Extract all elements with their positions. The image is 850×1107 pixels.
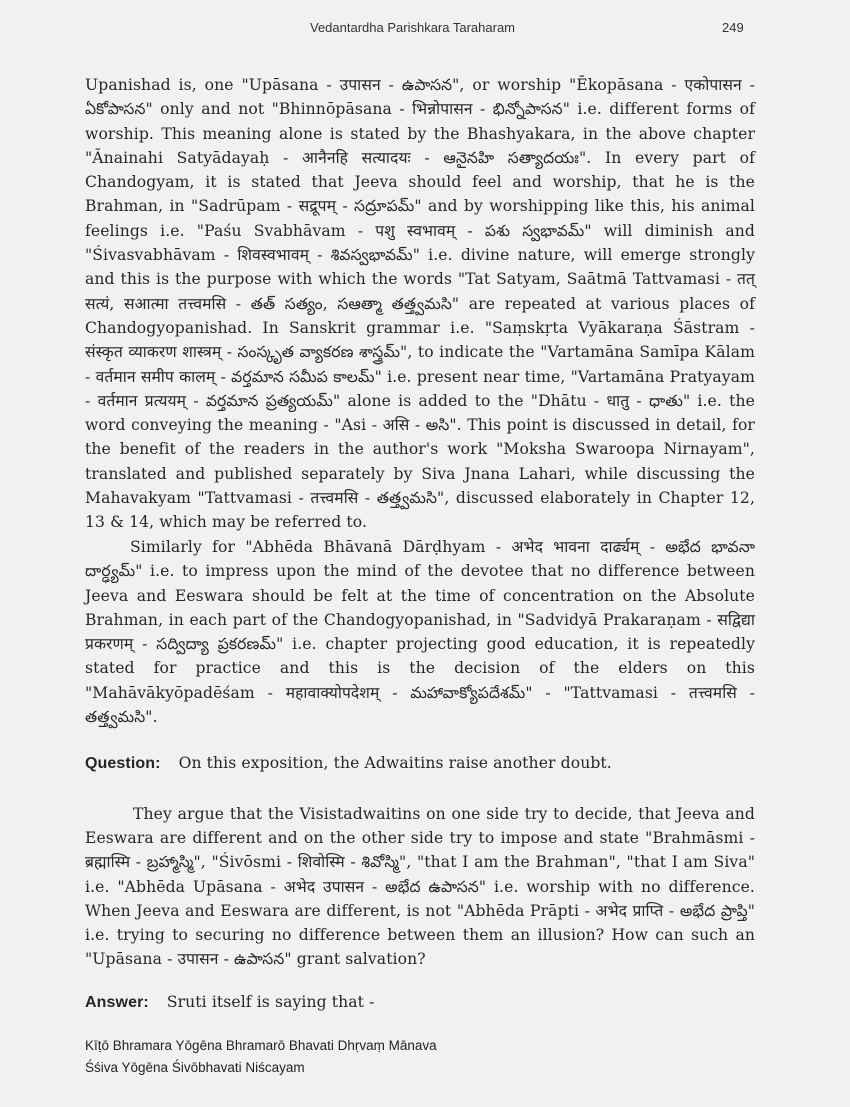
verse-line-2: Śśiva Yōgēna Śivōbhavati Niścayam <box>85 1060 305 1076</box>
question-label: Question: <box>85 755 161 773</box>
answer-paragraph <box>85 990 755 1015</box>
page-body <box>85 73 755 1079</box>
question-paragraph <box>85 751 755 776</box>
paragraph-abheda: Similarly for "Abhēda Bhāvanā Dārḍhyam - अभेद भावना दार्ढ्यम् - అభేద భావనా దార్ఢ్యమ్" i.e. to impress upon the mind of the devotee that no difference between Jeeva and Eeswara should be felt at the time of concentration on the Absolute Brahman, in each part of the Chandogyopanishad, in "Sadvidyā Prakaraṇam - सद्विद्या प्रकरणम् - సద్విద్యా ప్రకరణమ్" i.e. chapter projecting good education, it is repeatedly stated for practice and this is the decision of the elders on this "Mahāvākyōpadēśam - महावाक्योपदेशम् - మహావాక్యోపదేశమ్" - "Tattvamasi - तत्त्वमसि - తత్త్వమసి". <box>85 538 755 727</box>
paragraph-argument: They argue that the Visistadwaitins on one side try to decide, that Jeeva and Eeswara are different and on the other side try to impose and state "Brahmāsmi - ब्रह्मास्मि - బ్రహ్మాస్మి", "Śivōsmi - शिवोस्मि - శివోస్మి", "that I am the Brahman", "that I am Siva" i.e. "Abhēda Upāsana - अभेद उपासन - అభేద ఉపాసన" i.e. worship with no difference. When Jeeva and Eeswara are different, is not "Abhēda Prāpti - अभेद प्राप्ति - అభేద ప్రాప్తి" i.e. trying to securing no difference between them an illusion? How can such an "Upāsana - उपासन - ఉపాసన" grant salvation? <box>85 804 755 969</box>
sruti-verse <box>85 1035 755 1079</box>
answer-label: Answer: <box>85 993 149 1011</box>
verse-line-1: Kīṭō Bhramara Yōgēna Bhramarō Bhavati Dhṛvaṃ Mānava <box>85 1038 437 1054</box>
paragraph-upasana: Upanishad is, one "Upāsana - उपासन - ఉపాసన", or worship "Ēkopāsana - एकोपासन - ఏకోపాసన" only and not "Bhinnōpāsana - भिन्नोपासन - భిన్నోపాసన" i.e. different forms of worship. This meaning alone is stated by the Bhashyakara, in the above chapter "Ānainahi Satyādayaḥ - आनैनहि सत्यादयः - ఆనైనహి సత్యాదయః". In every part of Chandogyam, it is stated that Jeeva should feel and worship, that he is the Brahman, in "Sadrūpam - सद्रूपम् - సద్రూపమ్" and by worshipping like this, his animal feelings i.e. "Paśu Svabhāvam - पशु स्वभावम् - పశు స్వభావమ్" will diminish and "Śivasvabhāvam - शिवस्वभावम् - శివస్వభావమ్" i.e. divine nature, will emerge strongly and this is the purpose with which the words "Tat Satyam, Saātmā Tattvamasi - तत् सत्यं, सआत्मा तत्त्वमसि - తత్ సత్యం, సఆత్మా తత్త్వమసి" are repeated at various places of Chandogyopanishad. In Sanskrit grammar i.e. "Saṃskṛta Vyākaraṇa Śāstram - संस्कृत व्याकरण शास्त्रम् - సంస్కృత వ్యాకరణ శాస్త్రమ్", to indicate the "Vartamāna Samīpa Kālam - वर्तमान समीप कालम् - వర్తమాన సమీప కాలమ్" i.e. present near time, "Vartamāna Pratyayam - वर्तमान प्रत्ययम् - వర్తమాన ప్రత్యయమ్" alone is added to the "Dhātu - धातु - ధాతు" i.e. the word conveying the meaning - "Asi - असि - అసి". This point is discussed in detail, for the benefit of the readers in the author's work "Moksha Swaroopa Nirnayam", translated and published separately by Siva Jnana Lahari, while discussing the Mahavakyam "Tattvamasi - तत्त्वमसि - తత్త్వమసి", discussed elaborately in Chapter 12, 13 & 14, which may be referred to. <box>85 76 755 532</box>
running-title: Vedantardha Parishkara Taraharam <box>310 20 515 35</box>
page-number: 249 <box>722 20 744 35</box>
answer-text: Sruti itself is saying that - <box>166 992 375 1011</box>
question-text: On this exposition, the Adwaitins raise another doubt. <box>178 754 612 773</box>
page-header <box>0 20 850 40</box>
